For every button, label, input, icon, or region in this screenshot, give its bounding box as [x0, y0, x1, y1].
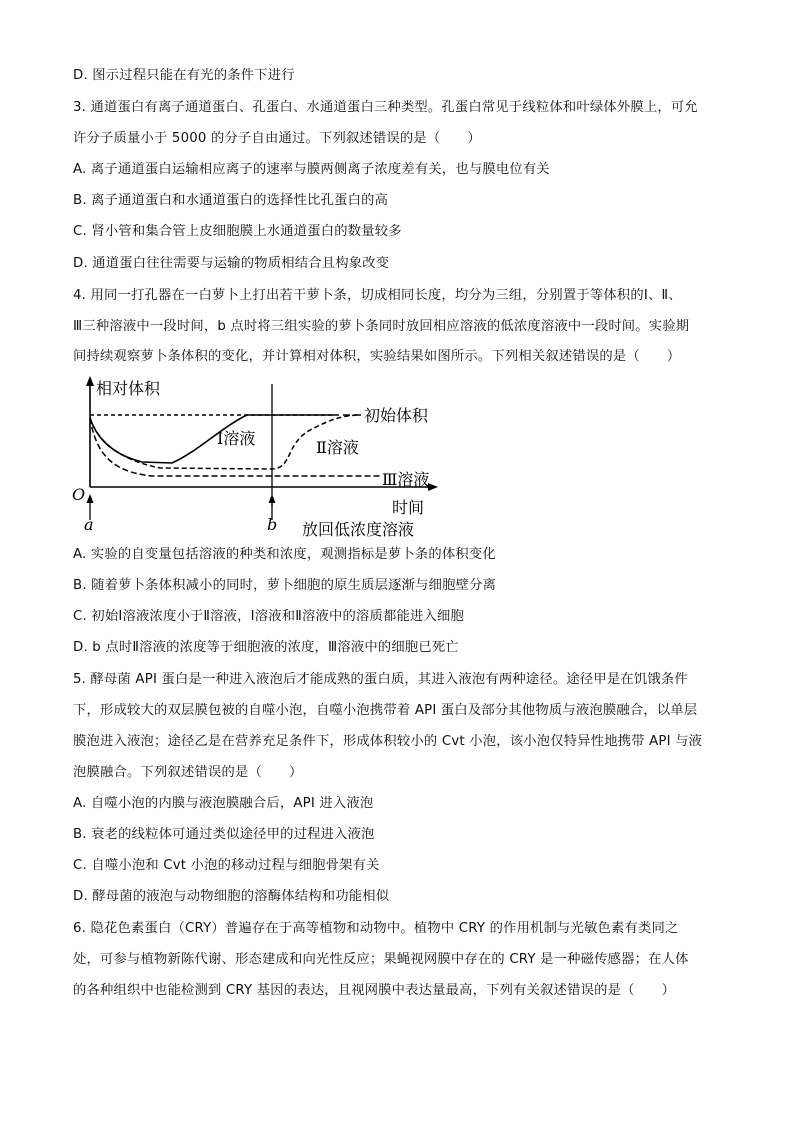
- curve-solution-1: [90, 415, 332, 463]
- q5-stem-line3: 膜泡进入液泡；途径乙是在营养充足条件下，形成体积较小的 Cvt 小泡，该小泡仅特异性地携带 API 与液: [73, 734, 703, 749]
- legend-initial-volume: 初始体积: [364, 406, 429, 425]
- q5-option-b: B. 衰老的线粒体可通过类似途径甲的过程进入液泡: [73, 827, 375, 842]
- q4-stem-line1: 4. 用同一打孔器在一白萝卜上打出若干萝卜条，切成相同长度，均分为三组，分别置于等体积的Ⅰ、Ⅱ、: [73, 288, 682, 303]
- q6-stem-line2: 处，可参与植物新陈代谢、形态建成和向光性反应；果蝇视网膜中存在的 CRY 是一种磁传感器；在人体: [73, 952, 689, 967]
- q3-option-c: C. 肾小管和集合管上皮细胞膜上水通道蛋白的数量较多: [73, 224, 402, 239]
- q5-stem-line2: 下，形成较大的双层膜包被的自噬小泡，自噬小泡携带着 API 蛋白及部分其他物质与液泡膜融合，以单层: [73, 703, 698, 718]
- q6-stem-line3: 的各种组织中也能检测到 CRY 基因的表达，且视网膜中表达量最高，下列有关叙述错误的是（ ）: [73, 983, 676, 998]
- a-arrow-head: [87, 494, 94, 503]
- label-solution-1: Ⅰ溶液: [217, 429, 256, 448]
- y-axis-arrow: [86, 376, 94, 386]
- q3-stem-line1: 3. 通道蛋白有离子通道蛋白、孔蛋白、水通道蛋白三种类型。孔蛋白常见于线粒体和叶绿体外膜上，可允: [73, 100, 698, 115]
- q4-stem-line2: Ⅲ三种溶液中一段时间，b 点时将三组实验的萝卜条同时放回相应溶液的低浓度溶液中一段时间。实验期: [73, 319, 690, 334]
- q5-option-d: D. 酵母菌的液泡与动物细胞的溶酶体结构和功能相似: [73, 889, 390, 904]
- q2-option-d: D. 图示过程只能在有光的条件下进行: [73, 68, 295, 83]
- q3-option-a: A. 离子通道蛋白运输相应离子的速率与膜两侧离子浓度差有关，也与膜电位有关: [73, 162, 550, 177]
- label-solution-3: Ⅲ溶液: [382, 470, 430, 489]
- q4-option-b: B. 随着萝卜条体积减小的同时，萝卜细胞的原生质层逐渐与细胞壁分离: [73, 578, 497, 593]
- q3-stem-line2: 许分子质量小于 5000 的分子自由通过。下列叙述错误的是（ ）: [73, 131, 481, 146]
- y-axis-label: 相对体积: [96, 379, 161, 398]
- q6-stem-line1: 6. 隐花色素蛋白（CRY）普遍存在于高等植物和动物中。植物中 CRY 的作用机制与光敏色素有类同之: [73, 921, 679, 936]
- q5-option-a: A. 自噬小泡的内膜与液泡膜融合后，API 进入液泡: [73, 796, 374, 811]
- q3-option-d: D. 通道蛋白往往需要与运输的物质相结合且构象改变: [73, 256, 390, 271]
- x-axis-label: 时间: [392, 498, 425, 517]
- q4-option-a: A. 实验的自变量包括溶液的种类和浓度，观测指标是萝卜条的体积变化: [73, 547, 496, 562]
- b-arrow-head: [269, 494, 276, 503]
- point-a-label: a: [84, 515, 94, 534]
- q3-option-b: B. 离子通道蛋白和水通道蛋白的选择性比孔蛋白的高: [73, 193, 389, 208]
- q4-stem-line3: 间持续观察萝卜条体积的变化，并计算相对体积，实验结果如图所示。下列相关叙述错误的是（ ）: [73, 349, 681, 364]
- relative-volume-figure: [62, 372, 462, 542]
- q5-stem-line1: 5. 酵母菌 API 蛋白是一种进入液泡后才能成熟的蛋白质，其进入液泡有两种途径。途径甲是在饥饿条件: [73, 672, 688, 687]
- label-solution-2: Ⅱ溶液: [316, 438, 359, 457]
- q4-option-c: C. 初始Ⅰ溶液浓度小于Ⅱ溶液，Ⅰ溶液和Ⅱ溶液中的溶质都能进入细胞: [73, 609, 464, 624]
- b-caption: 放回低浓度溶液: [302, 520, 415, 539]
- q5-option-c: C. 自噬小泡和 Cvt 小泡的移动过程与细胞骨架有关: [73, 858, 380, 873]
- origin-label: O: [72, 485, 86, 504]
- point-b-label: b: [267, 515, 278, 534]
- x-axis-arrow: [428, 483, 438, 491]
- q4-option-d: D. b 点时Ⅱ溶液的浓度等于细胞液的浓度，Ⅲ溶液中的细胞已死亡: [73, 640, 459, 655]
- q5-stem-line4: 泡膜融合。下列叙述错误的是（ ）: [73, 765, 303, 780]
